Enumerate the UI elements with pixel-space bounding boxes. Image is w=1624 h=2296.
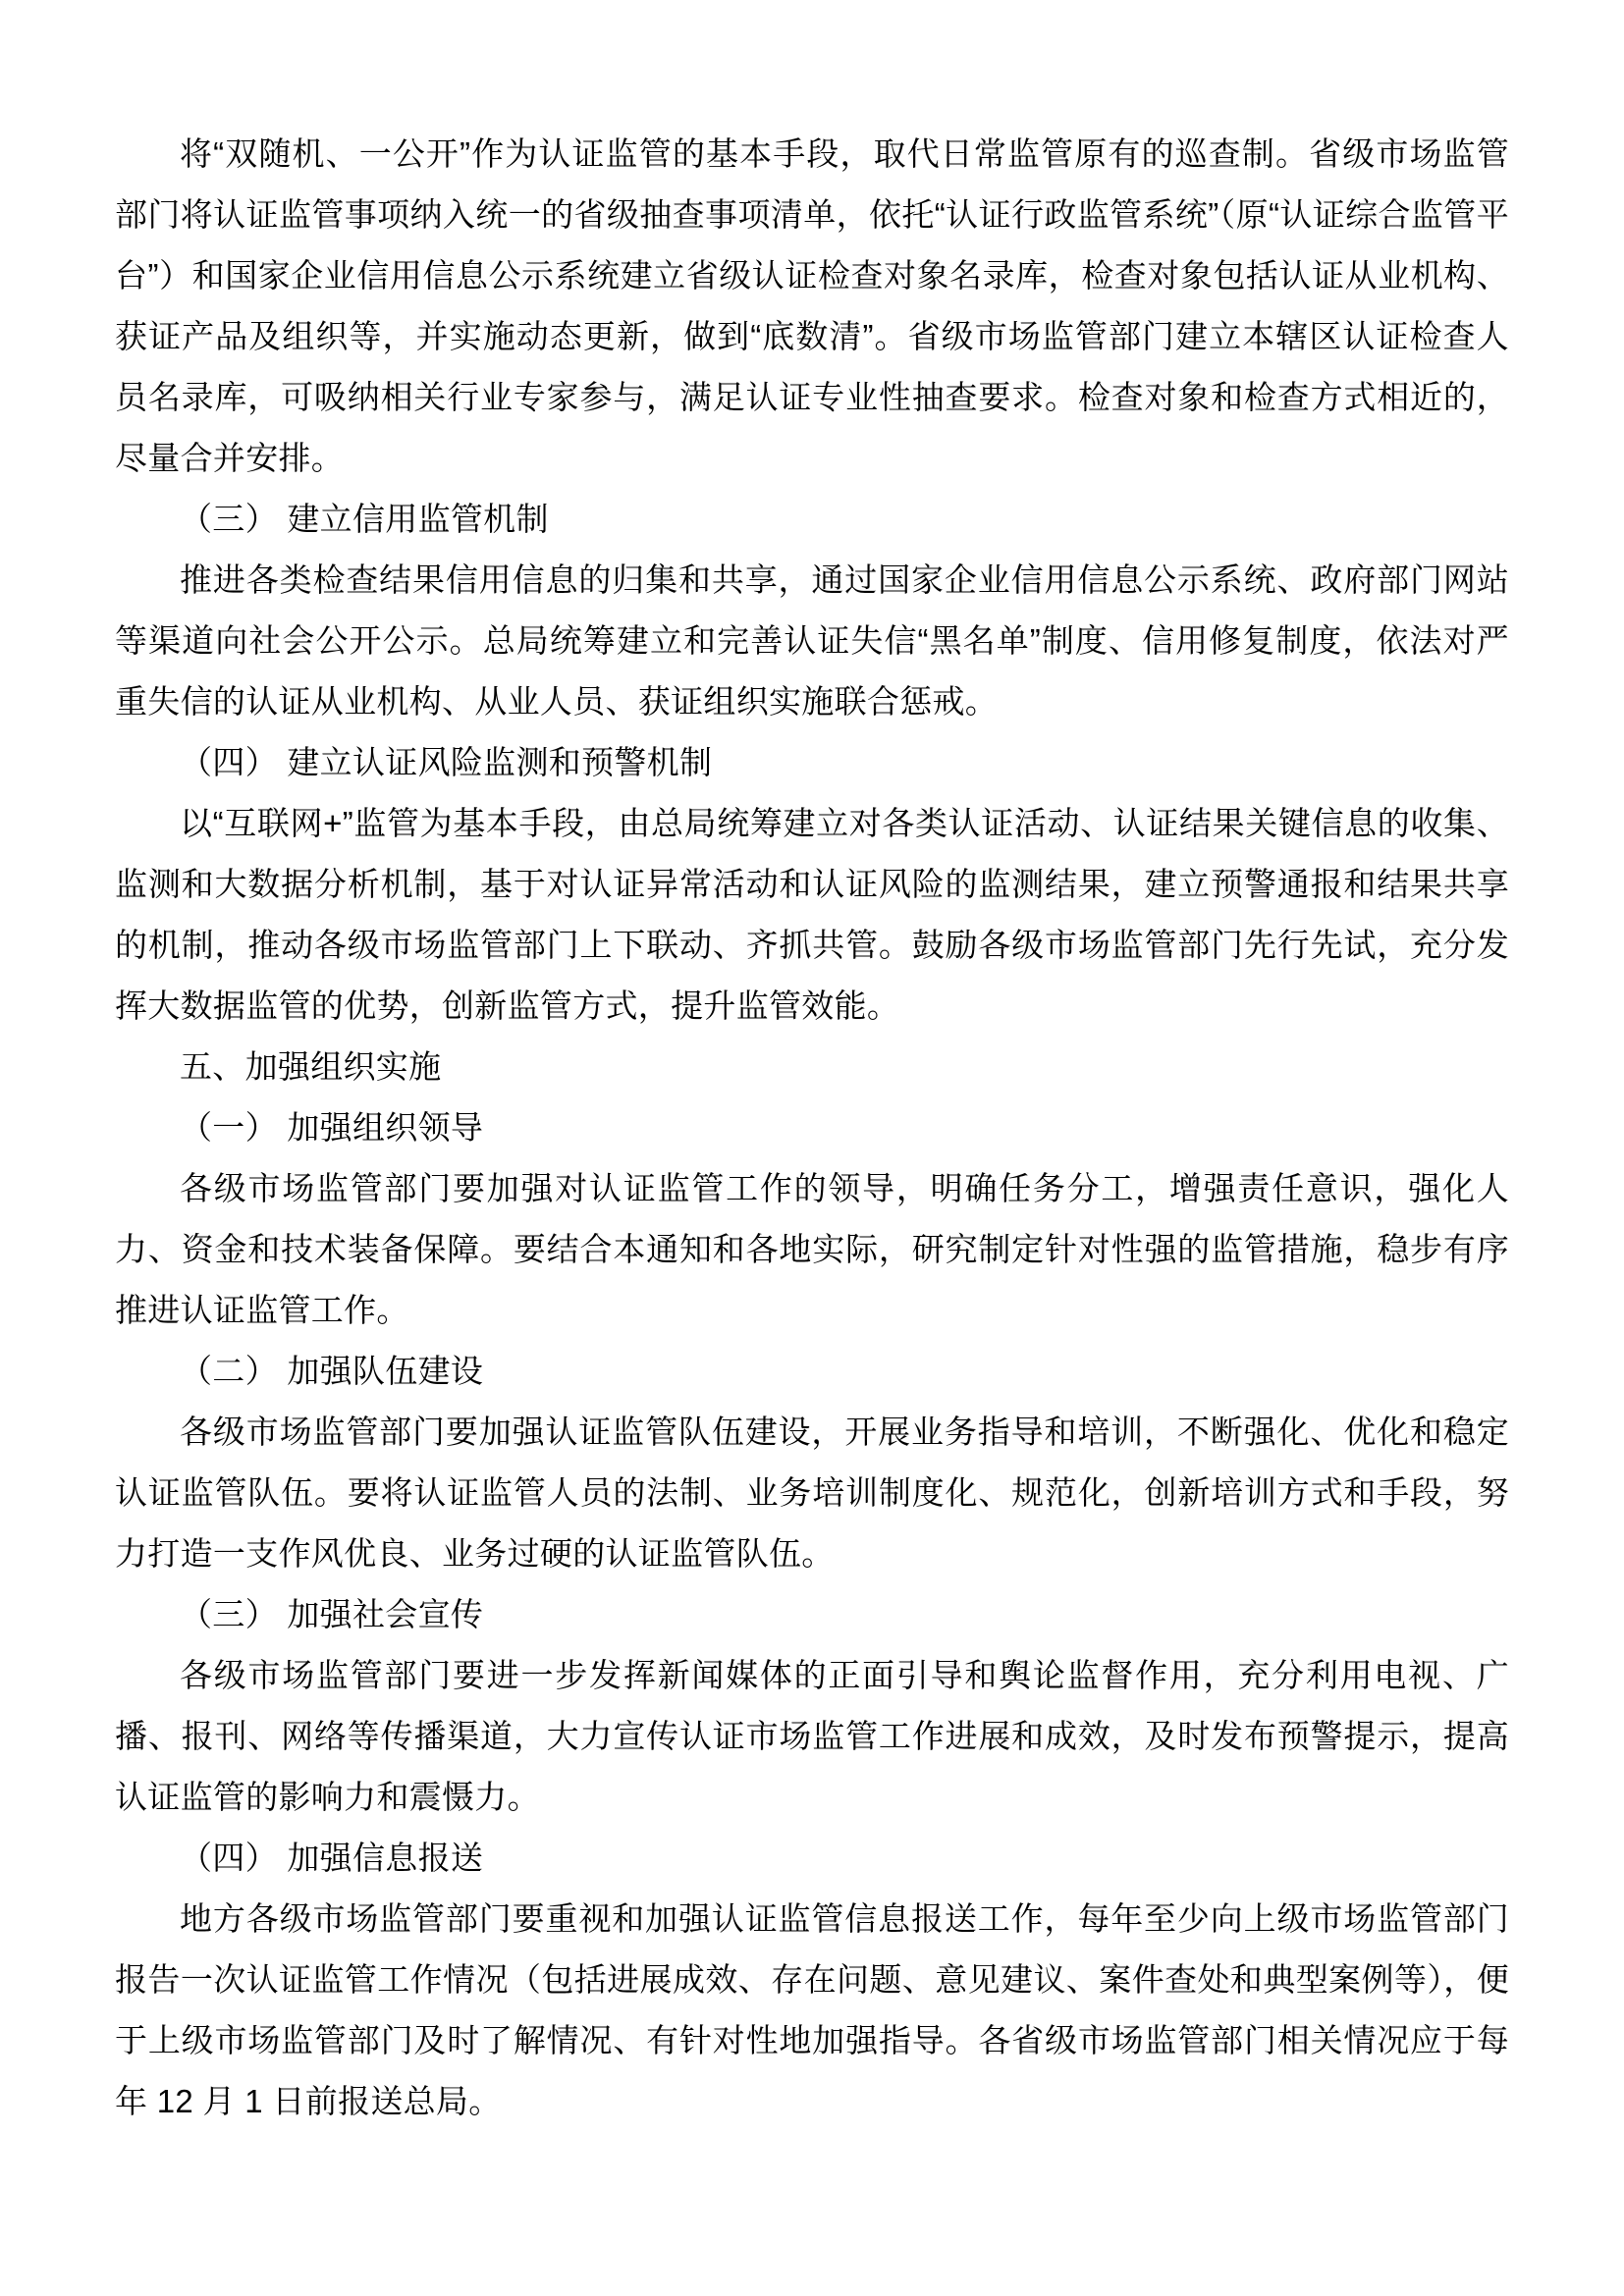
paragraph-public-awareness: 各级市场监管部门要进一步发挥新闻媒体的正面引导和舆论监督作用，充分利用电视、广播、报刊、网络等传播渠道，大力宣传认证市场监管工作进展和成效，及时发布预警提示，提高认证监管的影响力和震慑力。 [115,1657,1509,1815]
heading-part-5-organization-implementation: 五、加强组织实施 [180,1048,442,1085]
paragraph-credit-info-sharing: 推进各类检查结果信用信息的归集和共享，通过国家企业信用信息公示系统、政府部门网站等渠道向社会公开公示。总局统筹建立和完善认证失信“黑名单”制度、信用修复制度，依法对严重失信的认证从业机构、从业人员、获证组织实施联合惩戒。 [115,561,1509,720]
heading-section-3-credit-supervision: （三） 建立信用监管机制 [180,501,549,537]
paragraph-team-building: 各级市场监管部门要加强认证监管队伍建设，开展业务指导和培训，不断强化、优化和稳定认证监管队伍。要将认证监管人员的法制、业务培训制度化、规范化，创新培训方式和手段，努力打造一支作风优良、业务过硬的认证监管队伍。 [115,1414,1509,1572]
paragraph-strengthen-leadership: 各级市场监管部门要加强对认证监管工作的领导，明确任务分工，增强责任意识，强化人力、资金和技术装备保障。要结合本通知和各地实际，研究制定针对性强的监管措施，稳步有序推进认证监管工作。 [115,1170,1509,1328]
heading-section-4-risk-monitoring: （四） 建立认证风险监测和预警机制 [180,744,713,780]
paragraph-information-reporting: 地方各级市场监管部门要重视和加强认证监管信息报送工作，每年至少向上级市场监管部门报告一次认证监管工作情况（包括进展成效、存在问题、意见建议、案件查处和典型案例等），便于上级市场监管部门及时了解情况、有针对性地加强指导。各省级市场监管部门相关情况应于每年 12 月 1 日前报送总局。 [115,1900,1509,2119]
heading-5-4-information-reporting: （四） 加强信息报送 [180,1840,484,1876]
paragraph-double-random-one-open: 将“双随机、一公开”作为认证监管的基本手段，取代日常监管原有的巡查制。省级市场监管部门将认证监管事项纳入统一的省级抽查事项清单，依托“认证行政监管系统”（原“认证综合监管平台”）和国家企业信用信息公示系统建立省级认证检查对象名录库，检查对象包括认证从业机构、获证产品及组织等，并实施动态更新，做到“底数清”。省级市场监管部门建立本辖区认证检查人员名录库，可吸纳相关行业专家参与，满足认证专业性抽查要求。检查对象和检查方式相近的，尽量合并安排。 [115,135,1509,476]
heading-5-2-team-building: （二） 加强队伍建设 [180,1353,484,1389]
paragraph-internet-plus-supervision: 以“互联网+”监管为基本手段，由总局统筹建立对各类认证活动、认证结果关键信息的收集、监测和大数据分析机制，基于对认证异常活动和认证风险的监测结果，建立预警通报和结果共享的机制，推动各级市场监管部门上下联动、齐抓共管。鼓励各级市场监管部门先行先试，充分发挥大数据监管的优势，创新监管方式，提升监管效能。 [115,805,1509,1024]
heading-5-3-public-awareness: （三） 加强社会宣传 [180,1596,484,1632]
heading-5-1-strengthen-leadership: （一） 加强组织领导 [180,1109,484,1146]
